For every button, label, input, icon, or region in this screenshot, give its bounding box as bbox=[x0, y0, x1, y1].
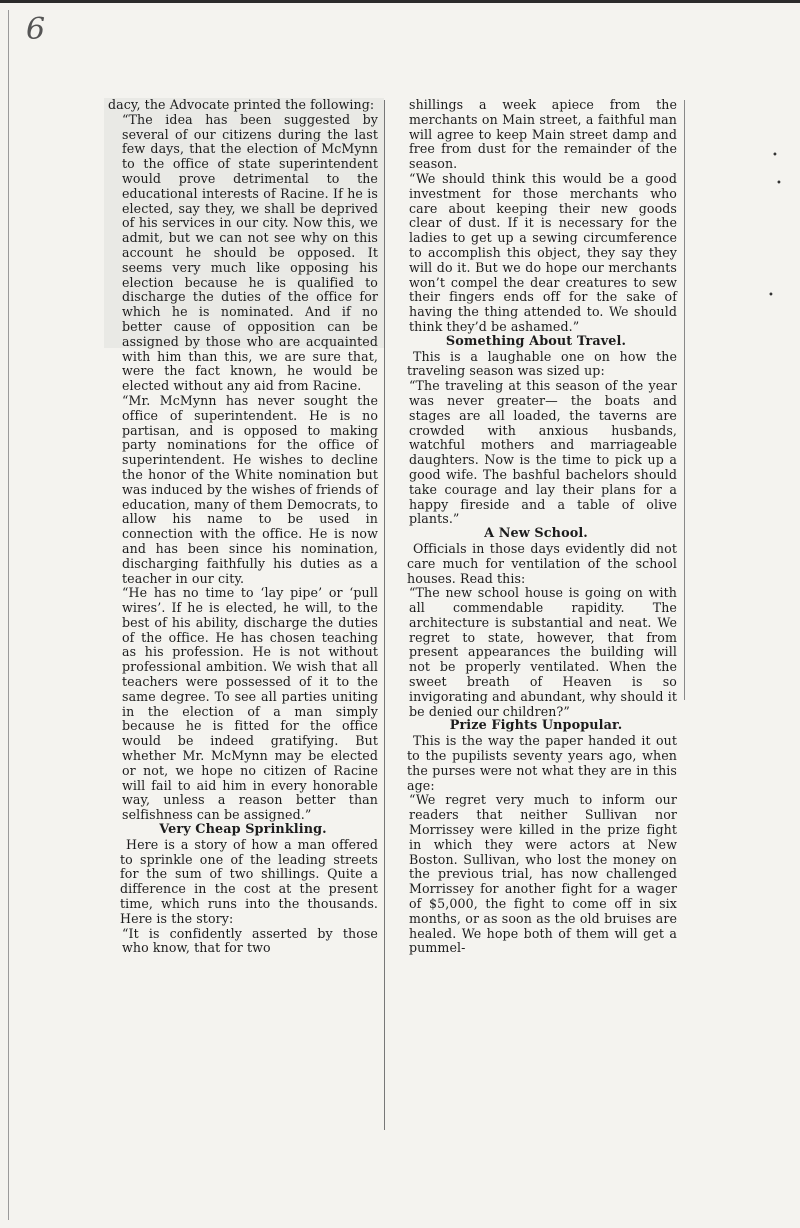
article-paragraph: This is the way the paper handed it out to the pupilists seventy years ago, when the purses were not what they are in this age: bbox=[407, 733, 677, 793]
article-paragraph: “Mr. McMynn has never sought the office of superintendent. He is no partisan, and is opposed to making party nominations for the office of superintendent. He wishes to decline the honor of the White nomination but was induced by the wishes of friends of education, many of them Democrats, to allow his name to be used in connection with the office. He is now and has been since his nomination, discharging faithfully his duties as a teacher in our city. bbox=[122, 392, 378, 586]
article-paragraph: Here is a story of how a man offered to sprinkle one of the leading streets for the sum of two shillings. Quite a difference in the cost at the present time, which runs into the thousands. Here is the story: bbox=[120, 836, 378, 926]
margin-mark: • bbox=[772, 150, 778, 161]
article-paragraph: dacy, the Advocate printed the following: bbox=[108, 97, 375, 112]
article-paragraph: This is a laughable one on how the traveling season was sized up: bbox=[407, 348, 677, 379]
article-paragraph: “The new school house is going on with all commendable rapidity. The architecture is substantial and neat. We regret to state, however, that from present appearances the building will not be properly ventilated. When the sweet breath of Heaven is so invigorating and abundant, why should it be denied our children?” bbox=[409, 585, 677, 719]
section-headline: A New School. bbox=[484, 526, 588, 542]
article-paragraph: “It is confidently asserted by those who know, that for two bbox=[122, 925, 378, 956]
section-headline: Prize Fights Unpopular. bbox=[449, 718, 623, 734]
right-column bbox=[395, 98, 677, 956]
margin-mark: • bbox=[776, 178, 782, 189]
article-paragraph: Officials in those days evidently did not care much for ventilation of the school houses. Read this: bbox=[407, 540, 677, 586]
section-headline: Very Cheap Sprinkling. bbox=[159, 822, 327, 838]
article-paragraph: “He has no time to ‘lay pipe’ or ‘pull wires’. If he is elected, he will, to the best of his ability, discharge the duties of the office. He has chosen teaching as his profession. He is not without professional ambition. We wish that all teachers were possessed of it to the same degree. To see all parties uniting in the election of a man simply because he is fitted for the office would be indeed gratifying. But whether Mr. McMynn may be elected or not, we hope no citizen of Racine will fail to aid him in every honorable way, unless a reason better than selfishness can be assigned.” bbox=[122, 585, 378, 823]
column-divider bbox=[384, 100, 385, 1130]
margin-mark: • bbox=[768, 290, 774, 301]
article-paragraph: shillings a week apiece from the merchants on Main street, a faithful man will agree to keep Main street damp and free from dust for the remainder of the season. bbox=[409, 97, 677, 172]
page-number: 6 bbox=[26, 12, 46, 47]
top-border bbox=[0, 0, 800, 3]
section-headline: Something About Travel. bbox=[445, 333, 627, 349]
left-column bbox=[108, 98, 378, 956]
left-margin-line bbox=[8, 10, 9, 1220]
article-paragraph: “The traveling at this season of the year was never greater— the boats and stages are all loaded, the taverns are crowded with anxious husbands, watchful mothers and marriageable daughters. Now is the time to pick up a good wife. The bashful bachelors should take courage and lay their plans for a happy fireside and a table of olive plants.” bbox=[409, 378, 677, 527]
right-edge-line bbox=[684, 100, 685, 700]
article-paragraph: “We regret very much to inform our readers that neither Sullivan nor Morrissey were killed in the prize fight in which they were actors at New Boston. Sullivan, who lost the money on the previous trial, has now challenged Morrissey for another fight for a wager of $5,000, the fight to come off in six months, or as soon as the old bruises are healed. We hope both of them will get a pummel- bbox=[409, 792, 677, 956]
article-paragraph: “The idea has been suggested by several of our citizens during the last few days, that the election of McMynn to the office of state superintendent would prove detrimental to the educational interests of Racine. If he is elected, say they, we shall be deprived of his services in our city. Now this, we admit, but we can not see why on this account he should be opposed. It seems very much like opposing his election because he is qualified to discharge the duties of the office for which he is nominated. And if no better cause of opposition can be assigned by those who are acquainted with him than this, we are sure that, were the fact known, he would be elected without any aid from Racine. bbox=[122, 111, 378, 394]
article-paragraph: “We should think this would be a good investment for those merchants who care about keeping their new goods clear of dust. If it is necessary for the ladies to get up a sewing circumference to accomplish this object, they say they will do it. But we do hope our merchants won’t compel the dear creatures to sew their fingers ends off for the sake of having the thing attended to. We should think they’d be ashamed.” bbox=[409, 170, 677, 334]
